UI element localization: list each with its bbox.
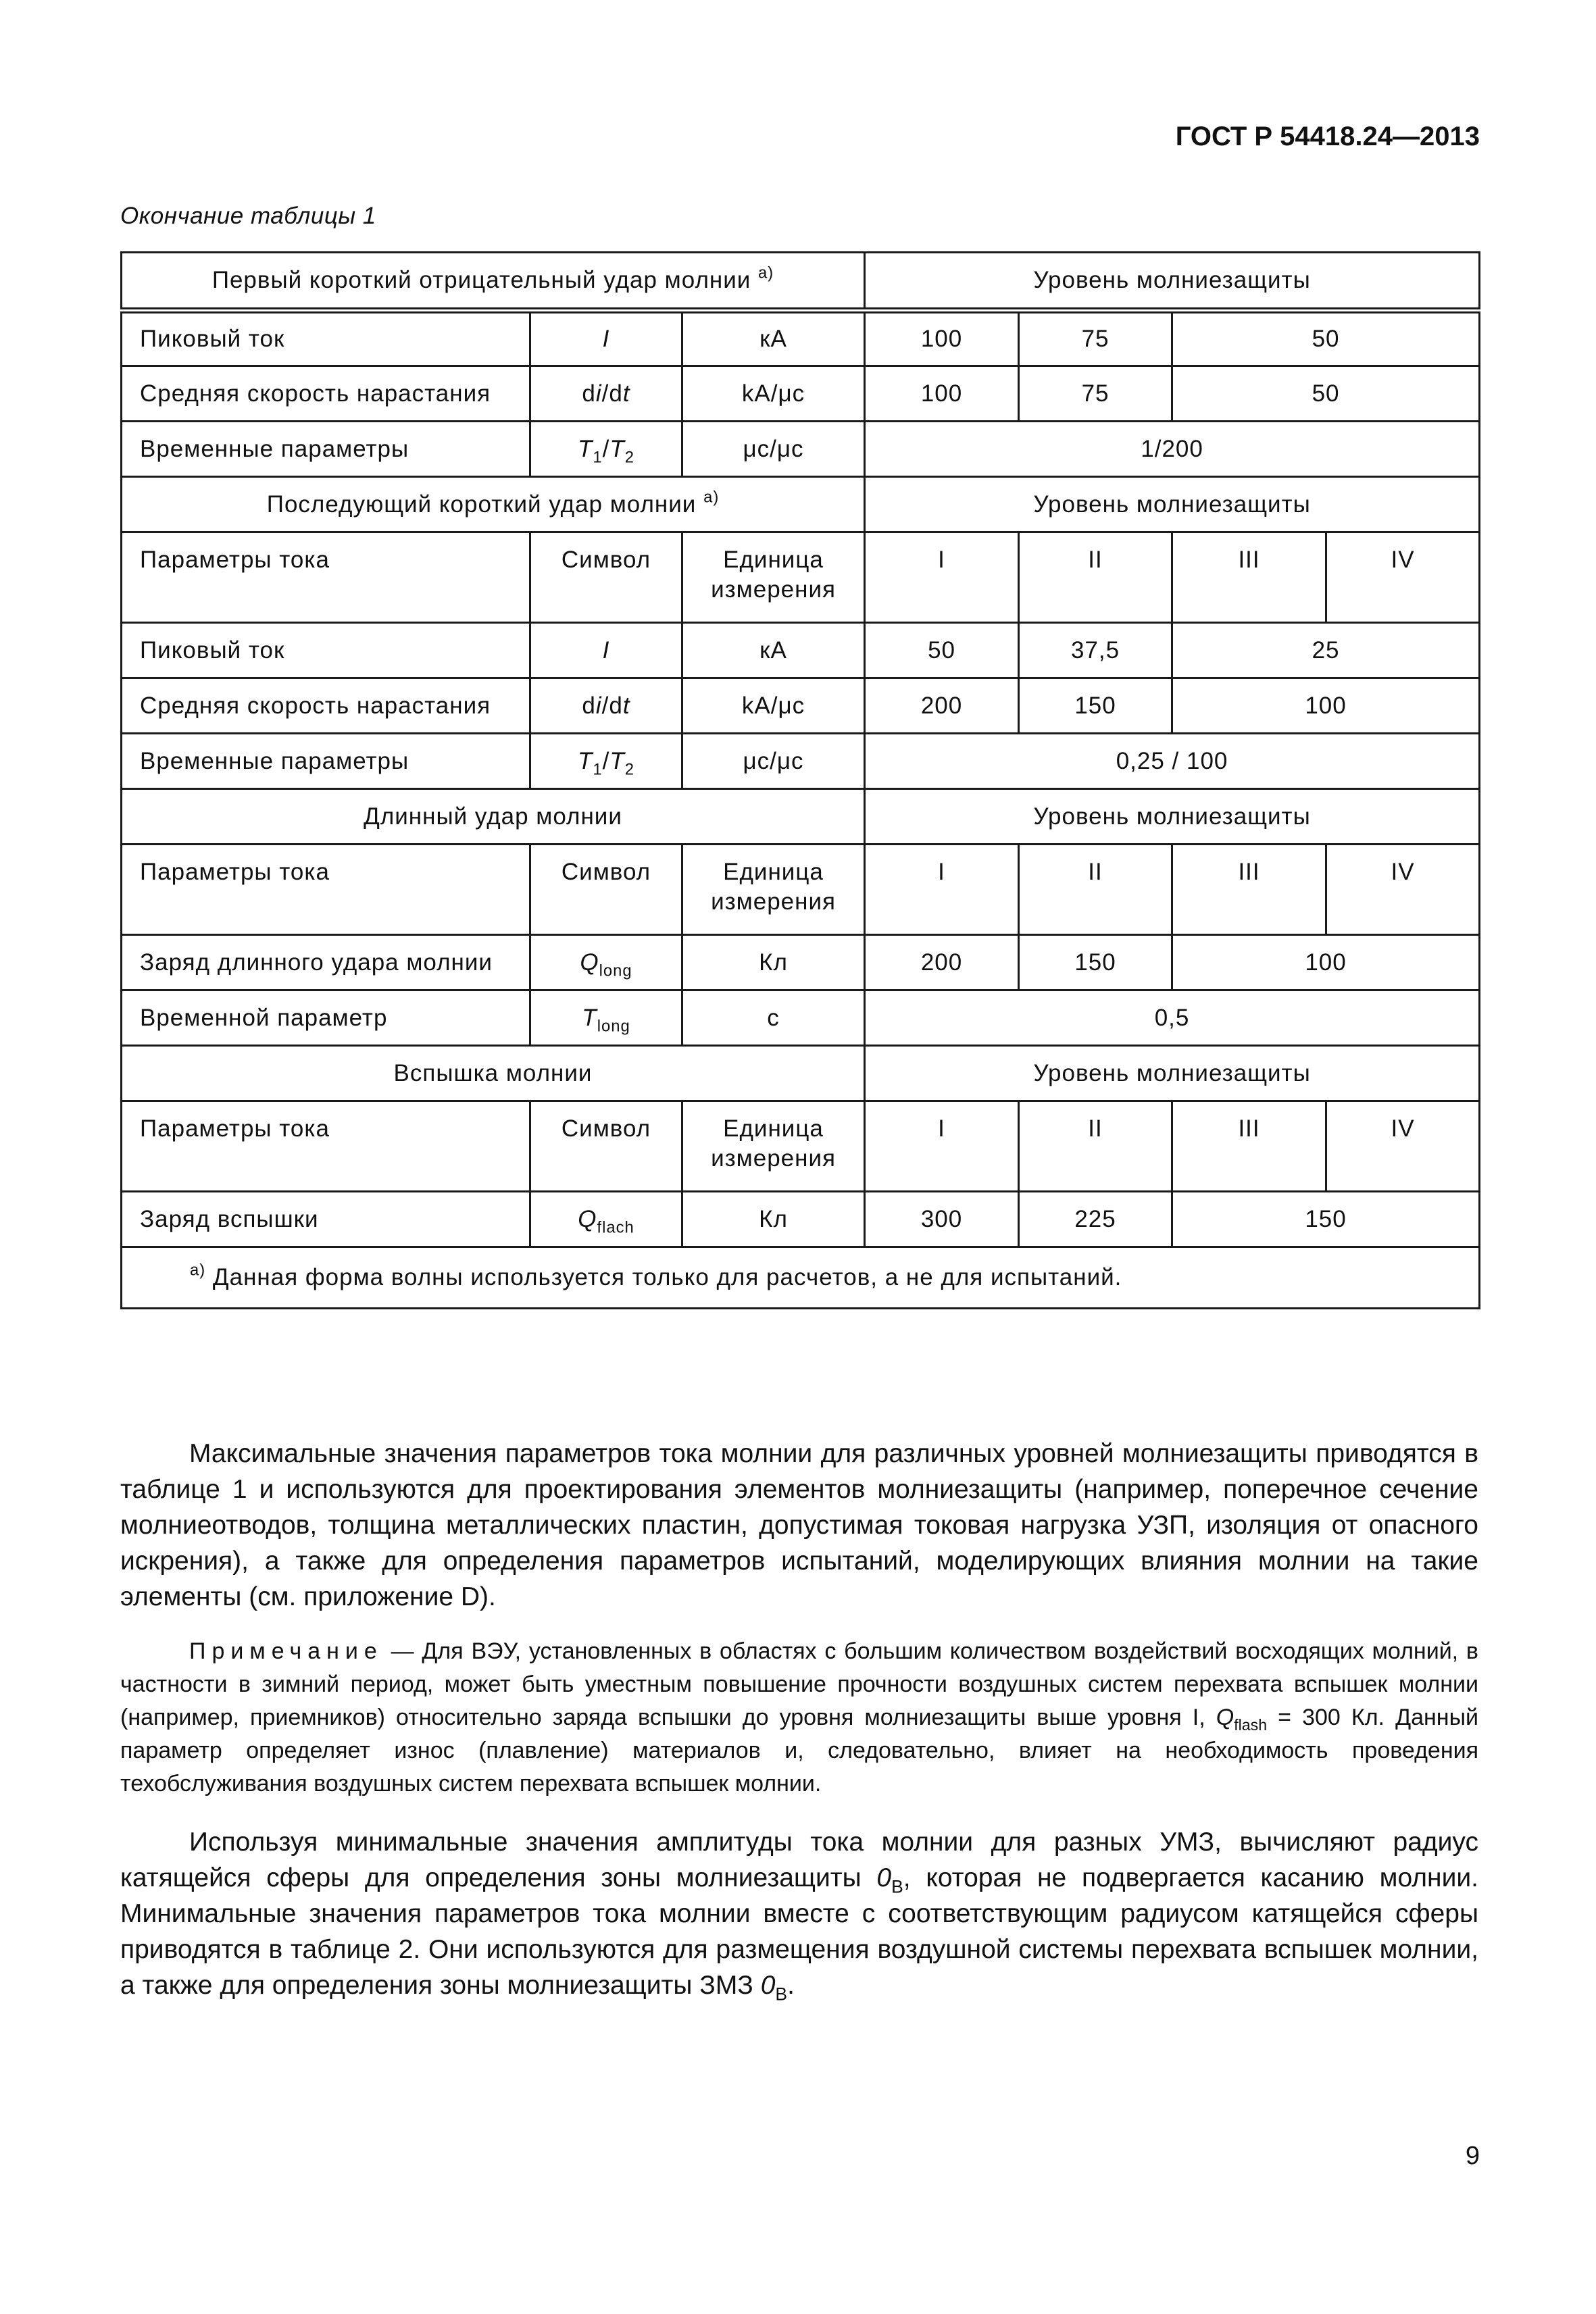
paragraph-min-values: Используя минимальные значения амплитуды тока молнии для разных УМЗ, вычисляют радиус катящейся сферы для определения зоны молниезащиты $0_B$, которая не подвергается касанию молнии. Минимальные значения параметров тока молнии вместе с соответствующим радиусом катящейся сферы приводятся в таблице 2. Они используются для размещения воздушной системы перехвата вспышек молнии, а также для определения зоны молниезащиты ЗМЗ $0_B$. — [120, 1828, 1478, 2005]
unit-cell: кА — [682, 623, 865, 678]
unit-cell: с — [682, 990, 865, 1046]
note-paragraph: Примечание — Для ВЭУ, установленных в областях с большим количеством воздействий восходящих молний, в частности в зимний период, может быть уместным повышение прочности воздушных систем перехвата вспышек молнии (например, приемников) относительно заряда вспышки до уровня молниезащиты выше уровня I, $Q_{flash} = 300$ Кл. Данный параметр определяет износ (плавление) материалов и, следовательно, влияет на необходимость проведения техобслуживания воздушных систем перехвата вспышек молнии. — [120, 1638, 1478, 1796]
symbol-cell: I — [530, 623, 682, 678]
column-header: Единица измерения — [682, 532, 865, 623]
level-header: II — [1019, 532, 1172, 623]
section-title: Первый короткий отрицательный удар молнии $^{а)}$ — [122, 253, 865, 311]
paragraph-max-values: Максимальные значения параметров тока молнии для различных уровней молниезащиты приводятся в таблице 1 и используются для проектирования элементов молниезащиты (например, поперечное сечение молниеотводов, толщина металлических пластин, допустимая токовая нагрузка УЗП, изоляция от опасного искрения), а также для определения параметров испытаний, моделирующих влияния молнии на такие элементы (см. приложение D). — [120, 1439, 1478, 1611]
table-row — [122, 990, 1480, 1046]
param-cell: Пиковый ток — [122, 311, 530, 366]
section-title: Последующий короткий удар молнии $^{а)}$ — [122, 477, 865, 532]
section-header-long-stroke — [122, 789, 1480, 845]
value-cell: 75 — [1019, 311, 1172, 366]
column-header: Параметры тока — [122, 845, 530, 935]
table-footnote: $^{а)}$ Данная форма волны используется только для расчетов, а не для испытаний. — [122, 1247, 1480, 1309]
table-caption: Окончание таблицы 1 — [120, 203, 376, 229]
value-cell: 200 — [865, 935, 1019, 990]
level-header: IV — [1326, 532, 1480, 623]
table-head-row — [122, 532, 1480, 623]
table-row — [122, 935, 1480, 990]
symbol-cell: di/dt — [530, 366, 682, 422]
unit-cell: kA/μc — [682, 678, 865, 734]
level-header: I — [865, 532, 1019, 623]
level-header: IV — [1326, 1101, 1480, 1192]
column-header: Символ — [530, 1101, 682, 1192]
column-header: Единица измерения — [682, 845, 865, 935]
symbol-cell: $T_1/T_2$ — [530, 734, 682, 789]
table-head-row — [122, 845, 1480, 935]
value-cell: 150 — [1019, 678, 1172, 734]
unit-cell: Кл — [682, 1192, 865, 1247]
level-header: IV — [1326, 845, 1480, 935]
symbol-cell: $Q_{long}$ — [530, 935, 682, 990]
lightning-parameters-table — [120, 251, 1480, 1309]
table-footnote-row — [122, 1247, 1480, 1309]
table-row — [122, 422, 1480, 477]
table-row — [122, 311, 1480, 366]
value-cell: 100 — [865, 366, 1019, 422]
value-cell: 1/200 — [865, 422, 1480, 477]
section-title: Длинный удар молнии — [122, 789, 865, 845]
value-cell: 100 — [865, 311, 1019, 366]
param-cell: Временные параметры — [122, 734, 530, 789]
value-cell: 50 — [1172, 366, 1480, 422]
value-cell: 25 — [1172, 623, 1480, 678]
table-head-row — [122, 1101, 1480, 1192]
value-cell: 75 — [1019, 366, 1172, 422]
value-cell: 100 — [1172, 935, 1480, 990]
level-header: III — [1172, 845, 1326, 935]
level-title: Уровень молниезащиты — [865, 253, 1480, 311]
level-header: III — [1172, 532, 1326, 623]
unit-cell: kA/μc — [682, 366, 865, 422]
table-row — [122, 623, 1480, 678]
value-cell: 50 — [1172, 311, 1480, 366]
level-header: I — [865, 1101, 1019, 1192]
symbol-cell: di/dt — [530, 678, 682, 734]
unit-cell: кА — [682, 311, 865, 366]
symbol-cell: $Q_{flach}$ — [530, 1192, 682, 1247]
table-row — [122, 678, 1480, 734]
table-row — [122, 366, 1480, 422]
param-cell: Временные параметры — [122, 422, 530, 477]
section-header-first-stroke — [122, 253, 1480, 311]
param-cell: Временной параметр — [122, 990, 530, 1046]
document-code: ГОСТ Р 54418.24—2013 — [1175, 122, 1480, 151]
level-header: II — [1019, 1101, 1172, 1192]
section-title: Вспышка молнии — [122, 1046, 865, 1101]
note-label: Примечание — [189, 1638, 383, 1664]
level-title: Уровень молниезащиты — [865, 1046, 1480, 1101]
column-header: Параметры тока — [122, 1101, 530, 1192]
table-row — [122, 734, 1480, 789]
column-header: Параметры тока — [122, 532, 530, 623]
param-cell: Пиковый ток — [122, 623, 530, 678]
level-title: Уровень молниезащиты — [865, 477, 1480, 532]
section-header-flash — [122, 1046, 1480, 1101]
symbol-cell: $T_{long}$ — [530, 990, 682, 1046]
value-cell: 0,25 / 100 — [865, 734, 1480, 789]
param-cell: Средняя скорость нарастания — [122, 678, 530, 734]
unit-cell: Кл — [682, 935, 865, 990]
param-cell: Заряд вспышки — [122, 1192, 530, 1247]
column-header: Символ — [530, 532, 682, 623]
level-header: II — [1019, 845, 1172, 935]
table-row — [122, 1192, 1480, 1247]
value-cell: 300 — [865, 1192, 1019, 1247]
value-cell: 200 — [865, 678, 1019, 734]
level-title: Уровень молниезащиты — [865, 789, 1480, 845]
value-cell: 150 — [1019, 935, 1172, 990]
value-cell: 150 — [1172, 1192, 1480, 1247]
value-cell: 37,5 — [1019, 623, 1172, 678]
level-header: III — [1172, 1101, 1326, 1192]
unit-cell: μc/μc — [682, 422, 865, 477]
unit-cell: μc/μc — [682, 734, 865, 789]
value-cell: 100 — [1172, 678, 1480, 734]
value-cell: 50 — [865, 623, 1019, 678]
section-header-subsequent-stroke — [122, 477, 1480, 532]
symbol-cell: $T_1/T_2$ — [530, 422, 682, 477]
column-header: Единица измерения — [682, 1101, 865, 1192]
page-number: 9 — [1465, 2142, 1480, 2170]
value-cell: 0,5 — [865, 990, 1480, 1046]
param-cell: Заряд длинного удара молнии — [122, 935, 530, 990]
value-cell: 225 — [1019, 1192, 1172, 1247]
level-header: I — [865, 845, 1019, 935]
column-header: Символ — [530, 845, 682, 935]
symbol-cell: I — [530, 311, 682, 366]
param-cell: Средняя скорость нарастания — [122, 366, 530, 422]
